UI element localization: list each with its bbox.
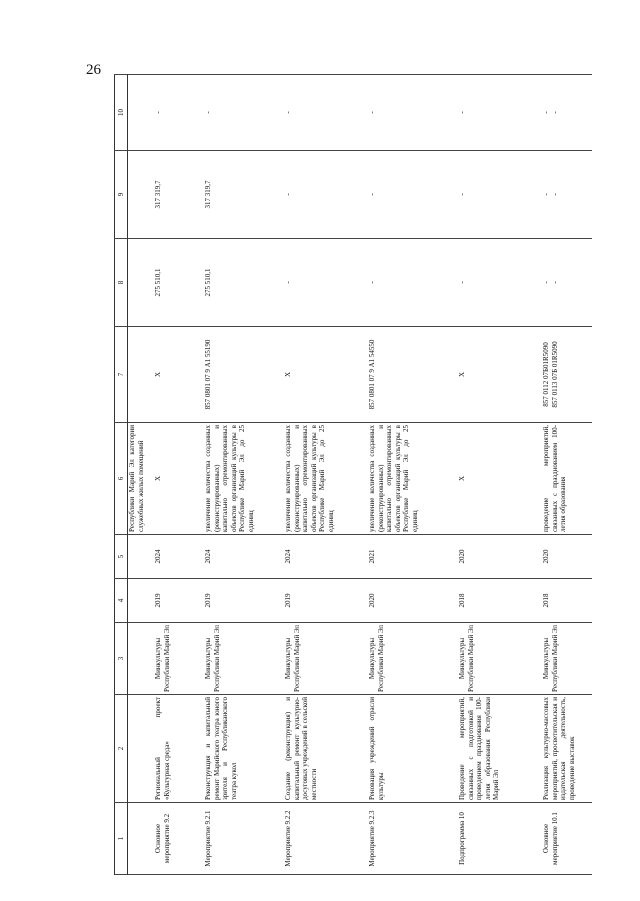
cell-end-year: 2021 bbox=[368, 535, 458, 579]
cell-value-col10: - bbox=[458, 75, 542, 151]
cell-measure-id: Основное мероприятие 9.2 bbox=[154, 803, 204, 875]
page-number: 26 bbox=[86, 62, 101, 78]
column-header: 7 bbox=[115, 327, 128, 423]
cell-value-col10 bbox=[128, 75, 155, 151]
cell-value-col10: - bbox=[284, 75, 368, 151]
cell-expected-result: X bbox=[458, 423, 542, 535]
cell-measure-id: Основное мероприятие 10.1 bbox=[542, 803, 592, 875]
cell-start-year: 2018 bbox=[458, 579, 542, 623]
cell-value-col9: 317 319,7 bbox=[154, 151, 204, 239]
cell-value-col8: - bbox=[368, 239, 458, 327]
column-header: 9 bbox=[115, 151, 128, 239]
table-row bbox=[284, 75, 368, 875]
cell-value-col8: 275 510,1 bbox=[204, 239, 284, 327]
cell-start-year: 2019 bbox=[204, 579, 284, 623]
cell-measure-id: Мероприятие 9.2.1 bbox=[204, 803, 284, 875]
column-header: 8 bbox=[115, 239, 128, 327]
column-header: 2 bbox=[115, 695, 128, 803]
cell-expected-result: Республики Марий Эл категории служебных жилых помещений bbox=[128, 423, 155, 535]
cell-end-year: 2024 bbox=[284, 535, 368, 579]
cell-budget-code: X bbox=[154, 327, 204, 423]
cell-start-year: 2020 bbox=[368, 579, 458, 623]
cell-budget-code: 857 0801 07 9 А1 55190 bbox=[204, 327, 284, 423]
cell-budget-code: 857 0112 07Б01R5090 857 0113 07Б 01R5090 bbox=[542, 327, 592, 423]
cell-value-col10: - bbox=[154, 75, 204, 151]
cell-measure-id: Подпрограмма 10 bbox=[458, 803, 542, 875]
cell-measure-id bbox=[128, 803, 155, 875]
cell-end-year bbox=[128, 535, 155, 579]
table-row bbox=[154, 75, 204, 875]
cell-expected-result: проведение мероприятий, связанных с празднованием 100-летия образования bbox=[542, 423, 592, 535]
cell-start-year: 2019 bbox=[154, 579, 204, 623]
column-header-row bbox=[115, 75, 128, 875]
cell-value-col10: - bbox=[204, 75, 284, 151]
table-row bbox=[368, 75, 458, 875]
cell-measure-name: Региональный проект «Культурная среда» bbox=[154, 695, 204, 803]
cell-start-year bbox=[128, 579, 155, 623]
program-table bbox=[114, 74, 592, 875]
cell-expected-result: X bbox=[154, 423, 204, 535]
cell-measure-name: Реализация культурно-массовых мероприятий, просветительская и издательская деятельность, проведение выставок bbox=[542, 695, 592, 803]
cell-value-col8: - bbox=[284, 239, 368, 327]
cell-executor bbox=[128, 623, 155, 695]
cell-measure-id: Мероприятие 9.2.3 bbox=[368, 803, 458, 875]
table-row bbox=[458, 75, 542, 875]
column-header: 1 bbox=[115, 803, 128, 875]
cell-budget-code: X bbox=[284, 327, 368, 423]
cell-measure-name: Реконструкция и капитальный ремонт Марийского театра юного зрителя и Республиканского театра кукол bbox=[204, 695, 284, 803]
cell-value-col9: - bbox=[368, 151, 458, 239]
cell-start-year: 2018 bbox=[542, 579, 592, 623]
cell-expected-result: увеличение количества созданных (реконструированных) и капитально отремонтированных объектов организаций культуры в Республике Марий Эл до 25 единиц bbox=[284, 423, 368, 535]
cell-expected-result: увеличение количества созданных (реконструированных) и капитально отремонтированных объектов организаций культуры в Республике Марий Эл до 25 единиц bbox=[368, 423, 458, 535]
cell-value-col8: 275 510,1 bbox=[154, 239, 204, 327]
table-row bbox=[204, 75, 284, 875]
cell-value-col9: - - bbox=[542, 151, 592, 239]
cell-executor: Минкультуры Республики Марий Эл bbox=[204, 623, 284, 695]
cell-value-col9: - bbox=[284, 151, 368, 239]
cell-measure-name: Реновация учреждений отрасли культуры bbox=[368, 695, 458, 803]
cell-end-year: 2024 bbox=[154, 535, 204, 579]
column-header: 6 bbox=[115, 423, 128, 535]
column-header: 4 bbox=[115, 579, 128, 623]
cell-value-col10: - bbox=[368, 75, 458, 151]
column-header: 10 bbox=[115, 75, 128, 151]
cell-executor: Минкультуры Республики Марий Эл bbox=[368, 623, 458, 695]
cell-measure-name: Проведение мероприятий, связанных с подготовкой и проведением празднования 100-летия образования Республики Марий Эл bbox=[458, 695, 542, 803]
cell-measure-id: Мероприятие 9.2.2 bbox=[284, 803, 368, 875]
cell-value-col8 bbox=[128, 239, 155, 327]
table-row bbox=[542, 75, 592, 875]
cell-measure-name: Создание (реконструкция) и капитальный ремонт культурно-досуговых учреждений в сельской местности bbox=[284, 695, 368, 803]
cell-end-year: 2020 bbox=[542, 535, 592, 579]
cell-value-col9: 317 319,7 bbox=[204, 151, 284, 239]
cell-executor: Минкультуры Республики Марий Эл bbox=[458, 623, 542, 695]
cell-value-col9 bbox=[128, 151, 155, 239]
cell-value-col10: - - bbox=[542, 75, 592, 151]
cell-budget-code: X bbox=[458, 327, 542, 423]
cell-expected-result: увеличение количества созданных (реконструированных) и капитально отремонтированных объектов организаций культуры в Республике Марий Эл до 25 единиц bbox=[204, 423, 284, 535]
cell-measure-name bbox=[128, 695, 155, 803]
cell-value-col9: - bbox=[458, 151, 542, 239]
cell-budget-code: 857 0801 07 9 А1 54550 bbox=[368, 327, 458, 423]
cell-executor: Минкультуры Республики Марий Эл bbox=[542, 623, 592, 695]
cell-budget-code bbox=[128, 327, 155, 423]
cell-value-col8: - bbox=[458, 239, 542, 327]
cell-executor: Минкультуры Республики Марий Эл bbox=[284, 623, 368, 695]
column-header: 5 bbox=[115, 535, 128, 579]
table-row bbox=[128, 75, 155, 875]
cell-end-year: 2020 bbox=[458, 535, 542, 579]
column-header: 3 bbox=[115, 623, 128, 695]
cell-value-col8: - - bbox=[542, 239, 592, 327]
cell-end-year: 2024 bbox=[204, 535, 284, 579]
rotated-table-wrapper bbox=[114, 75, 576, 875]
cell-executor: Минкультуры Республики Марий Эл bbox=[154, 623, 204, 695]
cell-start-year: 2019 bbox=[284, 579, 368, 623]
